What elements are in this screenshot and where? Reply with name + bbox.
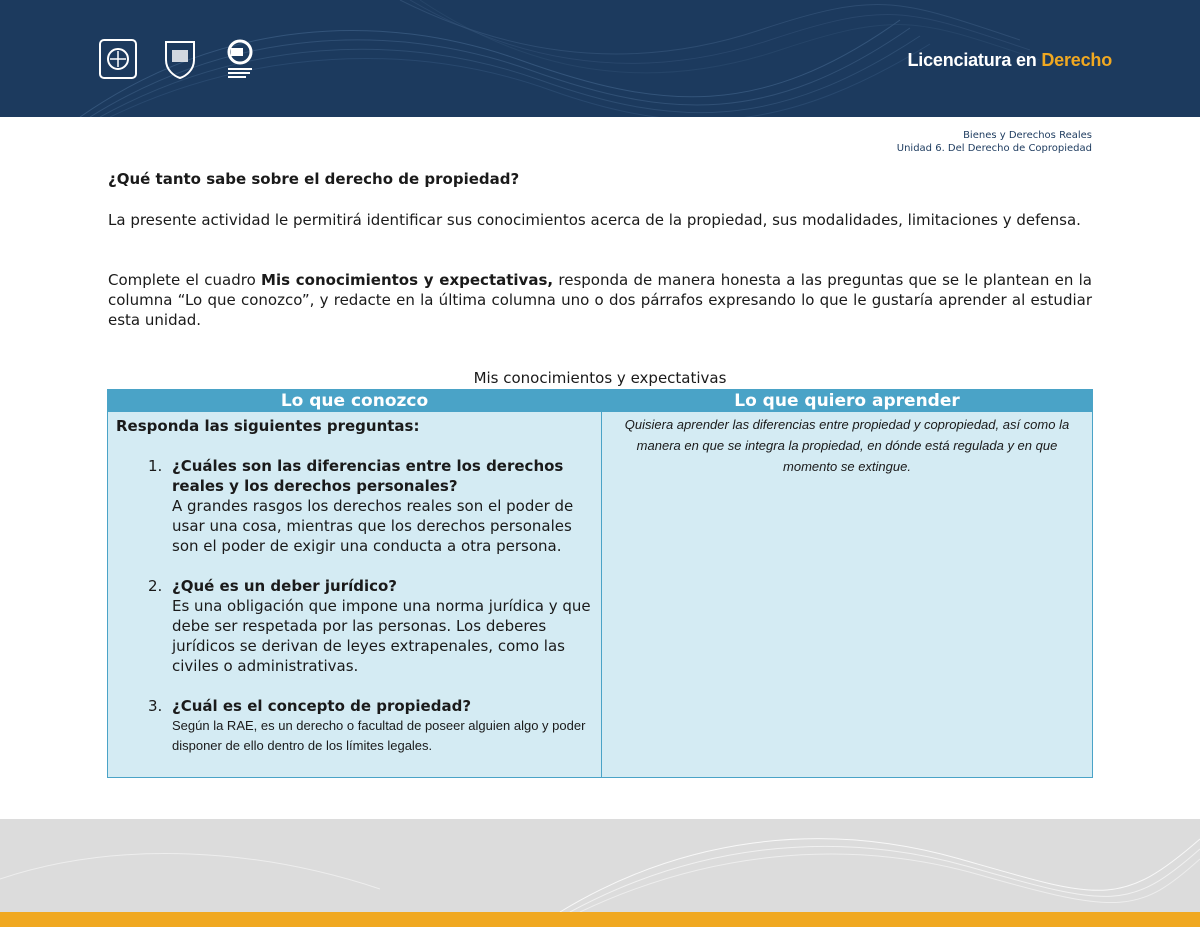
question-number: 2. <box>148 577 163 595</box>
header-banner <box>0 0 1200 117</box>
question-item <box>116 456 596 556</box>
sead-logo-icon <box>220 36 264 82</box>
course-unit: Unidad 6. Del Derecho de Copropiedad <box>896 143 1092 154</box>
question-number: 3. <box>148 697 163 715</box>
question-text: ¿Qué es un deber jurídico? <box>172 577 398 595</box>
instr-before: Complete el cuadro <box>108 271 262 289</box>
question-number: 1. <box>148 457 163 475</box>
question-item <box>116 696 596 756</box>
instr-after: responda de manera honesta a las preguntas que se le plantean en la columna “Lo que conozco”, y redacte en la última columna uno o dos párrafos expresando lo que le gustaría aprender al estudiar esta unidad. <box>108 271 1092 329</box>
knowledge-table <box>107 389 1093 778</box>
instr-bold: Mis conocimientos y expectativas, <box>261 271 554 289</box>
question-text: ¿Cuál es el concepto de propiedad? <box>172 697 472 715</box>
course-info <box>897 129 1092 155</box>
faculty-shield-icon <box>158 36 202 82</box>
answer-text: Es una obligación que impone una norma jurídica y que debe ser respetada por las personas. Los deberes jurídicos se derivan de leyes extrapenales, como las civiles o administrativas. <box>172 597 591 675</box>
question-item <box>116 576 596 676</box>
footer-wave-decoration <box>0 819 1200 912</box>
footer-accent-bar <box>0 912 1200 927</box>
questions-lead: Responda las siguientes preguntas: <box>116 417 420 435</box>
course-subject: Bienes y Derechos Reales <box>963 130 1092 141</box>
program-prefix: Licenciatura en <box>907 50 1042 70</box>
logo-group <box>96 36 264 82</box>
footer-band <box>0 819 1200 912</box>
answer-text: A grandes rasgos los derechos reales son el poder de usar una cosa, mientras que los derechos personales son el poder de exigir una conducta a otra persona. <box>172 497 574 555</box>
activity-instructions <box>108 270 1092 330</box>
col-header-know: Lo que conozco <box>108 390 601 412</box>
table-title: Mis conocimientos y expectativas <box>473 369 727 387</box>
question-text: ¿Cuáles son las diferencias entre los derechos reales y los derechos personales? <box>172 457 564 495</box>
unam-seal-icon <box>96 36 140 82</box>
answer-text: Según la RAE, es un derecho o facultad de poseer alguien algo y poder disponer de ello dentro de los límites legales. <box>172 718 586 753</box>
col-header-learn: Lo que quiero aprender <box>602 390 1092 412</box>
know-cell <box>116 416 596 756</box>
activity-intro: La presente actividad le permitirá identificar sus conocimientos acerca de la propiedad, sus modalidades, limitaciones y defensa. <box>108 211 1081 229</box>
program-title <box>908 50 1113 71</box>
column-divider <box>601 390 602 777</box>
learn-cell: Quisiera aprender las diferencias entre propiedad y copropiedad, así como la manera en que se integra la propiedad, en dónde está regulada y en que momento se extingue. <box>624 417 1070 474</box>
activity-title: ¿Qué tanto sabe sobre el derecho de propiedad? <box>108 170 520 188</box>
program-accent: Derecho <box>1041 50 1112 70</box>
